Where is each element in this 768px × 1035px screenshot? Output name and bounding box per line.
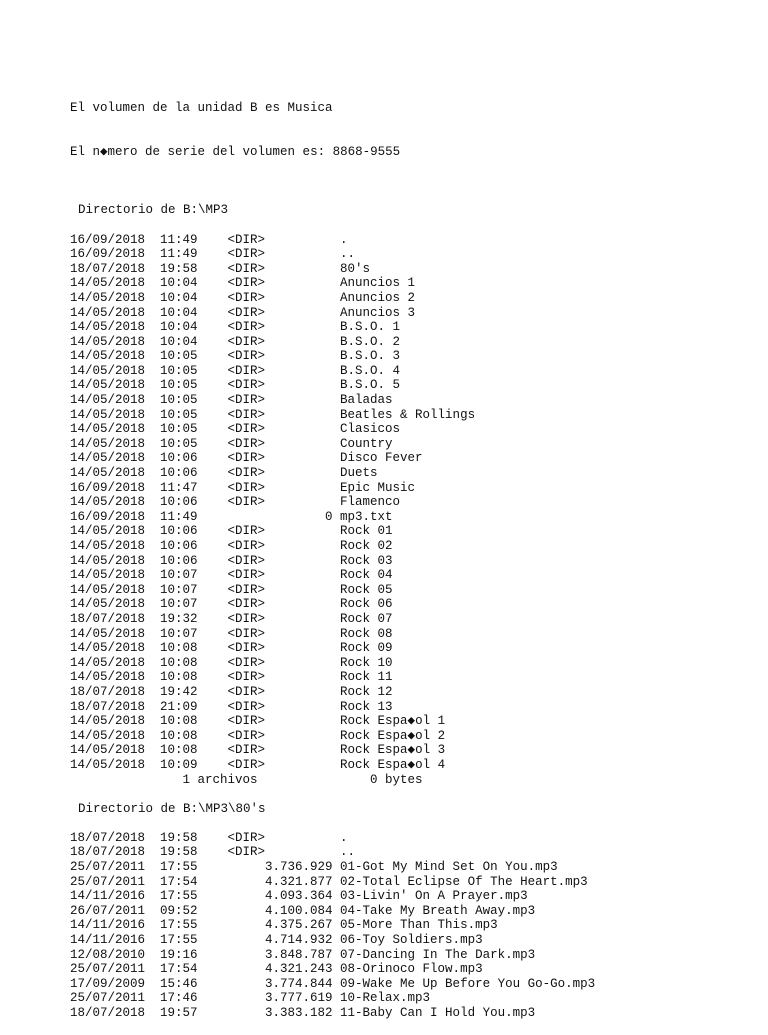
listing-row: 16/09/2018 11:49 <DIR> .. xyxy=(70,247,356,262)
listing-row: 14/05/2018 10:08 <DIR> Rock Espa◆ol 2 xyxy=(70,728,446,743)
listing-row: 18/07/2018 19:58 <DIR> .. xyxy=(70,845,356,860)
volume-label-line: El volumen de la unidad B es Musica xyxy=(70,101,333,116)
listing-row: 14/11/2016 17:55 4.093.364 03-Livin' On A Prayer.mp3 xyxy=(70,889,528,904)
listing-row: 17/09/2009 15:46 3.774.844 09-Wake Me Up Before You Go-Go.mp3 xyxy=(70,976,596,991)
listing-row: 14/05/2018 10:04 <DIR> B.S.O. 2 xyxy=(70,334,401,349)
listing-row: 14/05/2018 10:08 <DIR> Rock 09 xyxy=(70,641,393,656)
directory-listing xyxy=(70,72,750,1035)
listing-row: 18/07/2018 19:58 <DIR> 80's xyxy=(70,261,371,276)
listing-row: 14/05/2018 10:08 <DIR> Rock 10 xyxy=(70,655,393,670)
listing-row: 14/05/2018 10:07 <DIR> Rock 04 xyxy=(70,568,393,583)
listing-row: 14/05/2018 10:07 <DIR> Rock 08 xyxy=(70,626,393,641)
listing-row: 18/07/2018 19:57 3.383.182 11-Baby Can I Hold You.mp3 xyxy=(70,1006,536,1020)
listing-row: 14/05/2018 10:05 <DIR> Baladas xyxy=(70,393,393,408)
listing-row: 14/05/2018 10:04 <DIR> Anuncios 3 xyxy=(70,305,416,320)
listing-row: 26/07/2011 09:52 4.100.084 04-Take My Breath Away.mp3 xyxy=(70,903,536,918)
listing-row: 14/05/2018 10:06 <DIR> Disco Fever xyxy=(70,451,423,466)
blank-line xyxy=(70,787,750,802)
listing-row: 25/07/2011 17:46 3.777.619 10-Relax.mp3 xyxy=(70,991,431,1006)
listing-row: 18/07/2018 19:42 <DIR> Rock 12 xyxy=(70,684,393,699)
listing-row: 14/05/2018 10:06 <DIR> Duets xyxy=(70,466,378,481)
listing-row: 25/07/2011 17:54 4.321.243 08-Orinoco Flow.mp3 xyxy=(70,962,483,977)
listing-row: 14/05/2018 10:06 <DIR> Flamenco xyxy=(70,495,401,510)
listing-row: 25/07/2011 17:54 4.321.877 02-Total Eclipse Of The Heart.mp3 xyxy=(70,874,588,889)
listing-row: 16/09/2018 11:47 <DIR> Epic Music xyxy=(70,480,416,495)
listing-row: 14/11/2016 17:55 4.714.932 06-Toy Soldiers.mp3 xyxy=(70,933,483,948)
listing-row: 18/07/2018 19:32 <DIR> Rock 07 xyxy=(70,611,393,626)
listing-row: 14/05/2018 10:05 <DIR> Beatles & Rollings xyxy=(70,407,476,422)
listing-row: 18/07/2018 21:09 <DIR> Rock 13 xyxy=(70,699,393,714)
listing-row: 14/05/2018 10:09 <DIR> Rock Espa◆ol 4 xyxy=(70,757,446,772)
volume-serial-line: El n◆mero de serie del volumen es: 8868-9555 xyxy=(70,144,401,159)
listing-row: 14/05/2018 10:07 <DIR> Rock 05 xyxy=(70,582,393,597)
listing-row: 16/09/2018 11:49 <DIR> . xyxy=(70,232,348,247)
directory-sections xyxy=(70,189,750,1021)
listing-row: 14/05/2018 10:05 <DIR> B.S.O. 3 xyxy=(70,349,401,364)
blank-line xyxy=(70,218,750,233)
listing-row: 14/05/2018 10:05 <DIR> Clasicos xyxy=(70,422,401,437)
listing-row: 14/05/2018 10:04 <DIR> Anuncios 1 xyxy=(70,276,416,291)
listing-row: 14/05/2018 10:05 <DIR> B.S.O. 4 xyxy=(70,363,401,378)
listing-row: 14/05/2018 10:06 <DIR> Rock 02 xyxy=(70,539,393,553)
directory-header: Directorio de B:\MP3 xyxy=(78,203,229,218)
listing-row: 14/05/2018 10:06 <DIR> Rock 01 xyxy=(70,524,393,539)
listing-row: 12/08/2010 19:16 3.848.787 07-Dancing In The Dark.mp3 xyxy=(70,947,536,962)
listing-row: 14/05/2018 10:05 <DIR> Country xyxy=(70,436,393,451)
listing-row: 14/05/2018 10:08 <DIR> Rock Espa◆ol 1 xyxy=(70,714,446,729)
listing-row: 18/07/2018 19:58 <DIR> . xyxy=(70,830,348,845)
listing-row: 14/05/2018 10:08 <DIR> Rock Espa◆ol 3 xyxy=(70,743,446,758)
directory-header: Directorio de B:\MP3\80's xyxy=(78,801,266,816)
blank-line xyxy=(70,816,750,831)
directory-summary: 1 archivos 0 bytes xyxy=(70,772,423,787)
listing-row: 14/11/2016 17:55 4.375.267 05-More Than This.mp3 xyxy=(70,918,498,933)
listing-row: 14/05/2018 10:06 <DIR> Rock 03 xyxy=(70,553,393,568)
listing-row: 14/05/2018 10:04 <DIR> Anuncios 2 xyxy=(70,290,416,305)
listing-row: 16/09/2018 11:49 0 mp3.txt xyxy=(70,509,393,524)
blank-line xyxy=(70,189,750,204)
listing-row: 14/05/2018 10:08 <DIR> Rock 11 xyxy=(70,670,393,685)
listing-row: 14/05/2018 10:07 <DIR> Rock 06 xyxy=(70,597,393,612)
listing-row: 14/05/2018 10:05 <DIR> B.S.O. 5 xyxy=(70,378,401,393)
listing-row: 14/05/2018 10:04 <DIR> B.S.O. 1 xyxy=(70,320,401,335)
listing-row: 25/07/2011 17:55 3.736.929 01-Got My Mind Set On You.mp3 xyxy=(70,860,558,875)
